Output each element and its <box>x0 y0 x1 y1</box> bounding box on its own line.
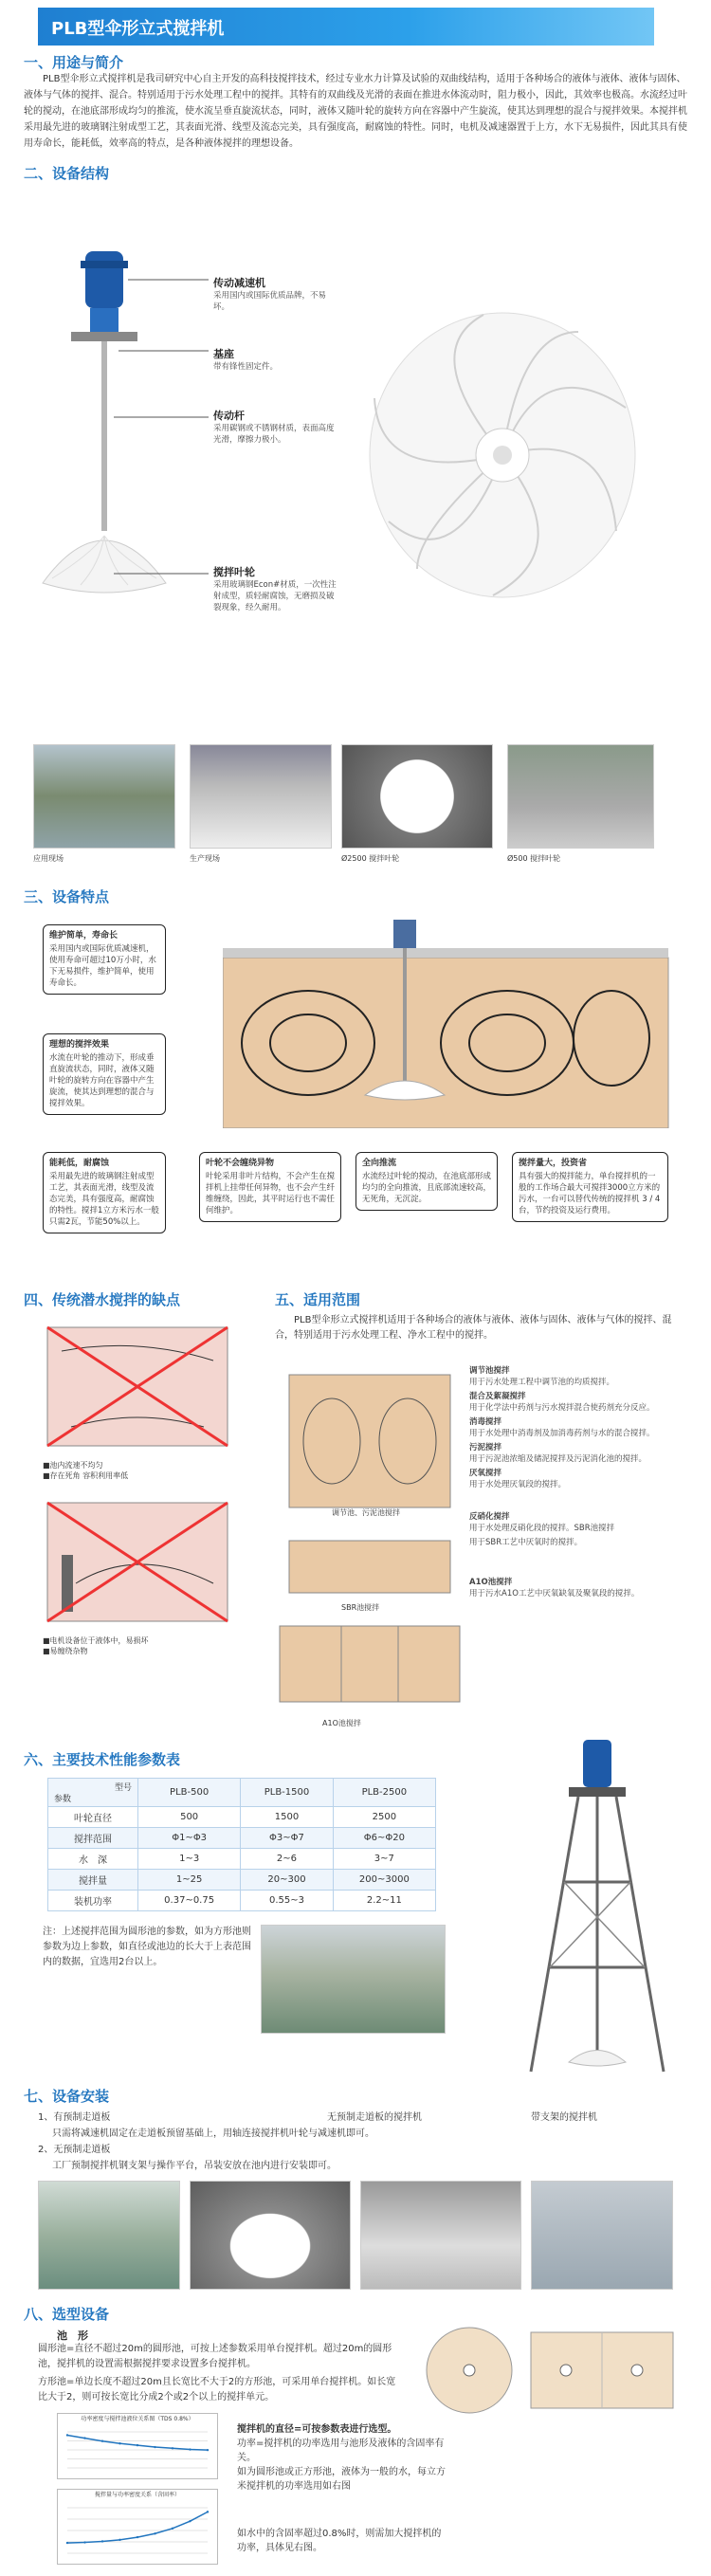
chart-point <box>66 2434 68 2436</box>
spec-table: 型号 参数 PLB-500 PLB-1500 PLB-2500 叶轮直径 500 1500 2500 搅拌范围 Φ1~Φ3 Φ3~Φ7 Φ6~Φ20 水 深 1~3 2~6 3~7 搅拌量 1~25 20~300 200~3000 装机功率 0.37~0.75 0.55~3 2.2~11 <box>47 1778 436 1911</box>
install-photo-4 <box>531 2181 673 2290</box>
part-base: 基座 带有锋性固定件。 <box>213 348 279 372</box>
section1-heading: 一、用途与简介 <box>24 54 124 71</box>
install-item-2-desc: 工厂预制搅拌机钢支架与操作平台，吊装安放在池内进行安装即可。 <box>52 2161 337 2171</box>
traditional-mixer-diagram-1 <box>43 1323 232 1455</box>
table-row: 水 深 1~3 2~6 3~7 <box>48 1849 436 1870</box>
section8-heading: 八、选型设备 <box>24 2306 110 2323</box>
install-item-1-title: 1、有预制走道板 <box>38 2112 111 2123</box>
part-reducer: 传动减速机 采用国内或国际优质品牌，不易坏。 <box>213 277 327 312</box>
traditional-mixer-diagram-2 <box>43 1498 232 1631</box>
selection-square-pool: 方形池=单边长度不超过20m且长宽比不大于2的方形池，可采用单台搅拌机。如长宽比大于2，则可按长宽比分成2个或2个以上的搅拌单元。 <box>38 2377 396 2402</box>
install-item-2-title: 2、无预制走道板 <box>38 2145 111 2155</box>
caption-application-site: 应用现场 <box>33 854 64 863</box>
photo-production-site <box>190 744 332 849</box>
page-header <box>38 8 654 46</box>
spec-note: 注：上述搅拌范围为圆形池的参数，如为方形池则参数为边上参数，如直径或池边的长大于上表范围内的数据，宜选用2台以上。 <box>43 1927 251 1967</box>
page-title: PLB型伞形立式搅拌机 <box>51 19 225 39</box>
photo-2500-impeller <box>341 744 493 849</box>
chart-point <box>137 2536 138 2538</box>
chart-point <box>172 2528 173 2530</box>
chart-point <box>207 2511 209 2512</box>
feature-maintenance: 维护简单，寿命长 采用国内或国际优质减速机，使用寿命可超过10万小时，水下无易损件，维护简单，使用寿命长。 <box>43 924 166 995</box>
part-shaft: 传动杆 采用碳钢或不锈钢材质，表面高度光滑，摩擦力极小。 <box>213 410 335 445</box>
drive-shaft <box>101 341 107 531</box>
section2-heading: 二、设备结构 <box>24 165 110 182</box>
chart-point <box>83 2541 85 2543</box>
impeller-top-view <box>360 294 645 616</box>
chart-point <box>83 2437 85 2439</box>
feature-omnidirectional: 全向推流 水流经过叶轮的搅动，在池底部形成均匀的全向推流，且底部流速较高，无死角，无沉淀。 <box>356 1152 498 1211</box>
caption-production-site: 生产现场 <box>190 854 220 863</box>
chart-series-line <box>67 2435 208 2450</box>
section7-heading: 七、设备安装 <box>24 2088 110 2105</box>
feature-large-capacity: 搅拌量大，投资省 具有强大的搅拌能力，单台搅拌机的一般的工作场合最大可搅拌3000立方米的污水，一台可以替代传统的搅拌机 3 / 4 台，节约投资及运行费用。 <box>512 1152 668 1222</box>
section3-heading: 三、设备特点 <box>24 888 110 905</box>
app-diagram-sbr <box>284 1536 455 1602</box>
section1-text: PLB型伞形立式搅拌机是我司研究中心自主开发的高科技搅拌技术，经过专业水力计算及试验的双曲线结构，适用于各种场合的液体与液体、液体与固体、液体与气体的搅拌、混合。特别适用于污水处理工程中的搅拌。其特有的双曲线及光滑的表面在推进水体流动时，阻力极小，因此，其效率也极高。水流经过叶轮的搅动，在池底部形成均匀的推流，使水流呈垂直旋流状态，同时，液体又随叶轮的旋转方向在容器中产生旋流，使其达到理想的混合与搅拌效果。本搅拌机采用最先进的玻璃钢注射成型工艺，其表面光滑、线型及流态完美，具有强度高，耐腐蚀的特性。同时，电机及减速器置于上方，水下无易损件，因此其具有使用寿命长，能耗低，效率高的特点，是各种液体搅拌的理想设备。 <box>24 74 687 149</box>
chart-point <box>118 2539 120 2541</box>
selection-round-pool: 圆形池=直径不超过20m的圆形池，可按上述参数采用单台搅拌机。超过20m的圆形池，搅拌机的设置需根据搅拌要求设置多台搅拌机。 <box>38 2344 392 2369</box>
photo-install-site <box>261 1925 446 2034</box>
chart-point <box>189 2520 191 2522</box>
install-photo-3 <box>360 2181 521 2290</box>
install-photo-2 <box>190 2181 351 2290</box>
section6-heading: 六、主要技术性能参数表 <box>24 1751 181 1768</box>
tank-flow-diagram <box>223 920 678 1128</box>
chart-point <box>118 2442 120 2444</box>
feature-no-tangle: 叶轮不会缠绕异物 叶轮采用非叶片结构，不会产生在搅拌机上挂带任何异物，也不会产生纤维缠绕，因此，其平时运行也不需任何维护。 <box>199 1152 341 1222</box>
chart-point <box>172 2447 173 2449</box>
install-photo-1 <box>38 2181 180 2290</box>
photo-500-impeller <box>507 744 654 849</box>
table-row: 搅拌量 1~25 20~300 200~3000 <box>48 1870 436 1891</box>
table-row: 叶轮直径 500 1500 2500 <box>48 1807 436 1828</box>
chart-point <box>101 2540 103 2542</box>
chart-point <box>101 2440 103 2442</box>
tower-mixer-illustration <box>512 1740 683 2081</box>
install-label-no-walkway: 无预制走道板的搅拌机 <box>327 2112 422 2123</box>
chart-point <box>66 2542 68 2544</box>
table-row: 装机功率 0.37~0.75 0.55~3 2.2~11 <box>48 1891 436 1911</box>
section5-heading: 五、适用范围 <box>275 1291 361 1308</box>
app-diagram-a1o <box>275 1621 465 1716</box>
pool-plan-diagrams <box>417 2323 678 2418</box>
application-list: 调节池搅拌 用于污水处理工程中调节池的均质搅拌。 混合及絮凝搅拌 用于化学法中药剂与污水搅拌混合使药剂充分反应。 消毒搅拌 用于水处理中消毒剂及加消毒药剂与水的混合搅拌。 污泥搅拌 用于污泥池浓缩及储泥搅拌及污泥消化池的搅拌。 厌氧搅拌 用于水处理厌氧段的搅拌。 反硝化搅拌 用于水处理反硝化段的搅拌。SBR池搅拌 用于SBR工艺中厌氧时的搅拌。 A1O池搅拌 用于污水A1O工艺中厌氧缺氧及聚氧段的搅拌。 <box>469 1366 655 1599</box>
chart-point <box>154 2446 155 2448</box>
install-label-with-frame: 带支架的搅拌机 <box>531 2112 597 2123</box>
part-impeller: 搅拌叶轮 采用玻璃钢Econ#材质，一次性注射成型，质轻耐腐蚀，无磨损及破裂现象，经久耐用。 <box>213 566 337 612</box>
chart-point <box>154 2532 155 2534</box>
feature-low-energy: 能耗低，耐腐蚀 采用最先进的玻璃钢注射成型工艺，其表面光滑，线型及流态完美，具有强度高，耐腐蚀的特性。搅拌1立方米污水一般只需2瓦，节能50%以上。 <box>43 1152 166 1233</box>
chart-point <box>189 2448 191 2450</box>
pool-shape-subhead: 池 形 <box>57 2329 88 2342</box>
caption-2500-impeller: Ø2500 搅拌叶轮 <box>341 854 400 863</box>
caption-500-impeller: Ø500 搅拌叶轮 <box>507 854 561 863</box>
section4-heading: 四、传统潜水搅拌的缺点 <box>24 1291 181 1308</box>
section5-text: PLB型伞形立式搅拌机适用于各种场合的液体与液体、液体与固体、液体与气体的搅拌、混合，特别适用于污水处理工程、净水工程中的搅拌。 <box>275 1315 672 1341</box>
feature-mixing-effect: 理想的搅拌效果 水流在叶轮的推动下，形成垂直旋流状态，同时，液体又随叶轮的旋转方向在容器中产生旋流，使其达到理想的混合与搅拌效果。 <box>43 1033 166 1115</box>
app-diagram-equalization <box>284 1365 455 1526</box>
selection-right-text: 搅拌机的直径=可按参数表进行选型。 功率=搅拌机的功率选用与池形及液体的含固率有关。 如为圆形池或正方形池，液体为一般的水，每立方米搅拌机的功率选用如右图 <box>237 2424 446 2492</box>
photo-application-site <box>33 744 175 849</box>
chart-point <box>137 2444 138 2446</box>
table-row: 搅拌范围 Φ1~Φ3 Φ3~Φ7 Φ6~Φ20 <box>48 1828 436 1849</box>
install-item-1-desc: 只需将减速机固定在走道板预留基础上，用轴连接搅拌机叶轮与减速机即可。 <box>52 2128 374 2139</box>
chart-power-density: 功率密度与搅拌池液位关系图（TDS 0.8%） <box>57 2413 218 2479</box>
chart-point <box>207 2449 209 2451</box>
selection-bottom-text: 如水中的含固率超过0.8%时，则需加大搅拌机的功率，具体见右图。 <box>237 2529 442 2553</box>
chart-solids: 搅拌量与功率密度关系（含固率） <box>57 2489 218 2565</box>
